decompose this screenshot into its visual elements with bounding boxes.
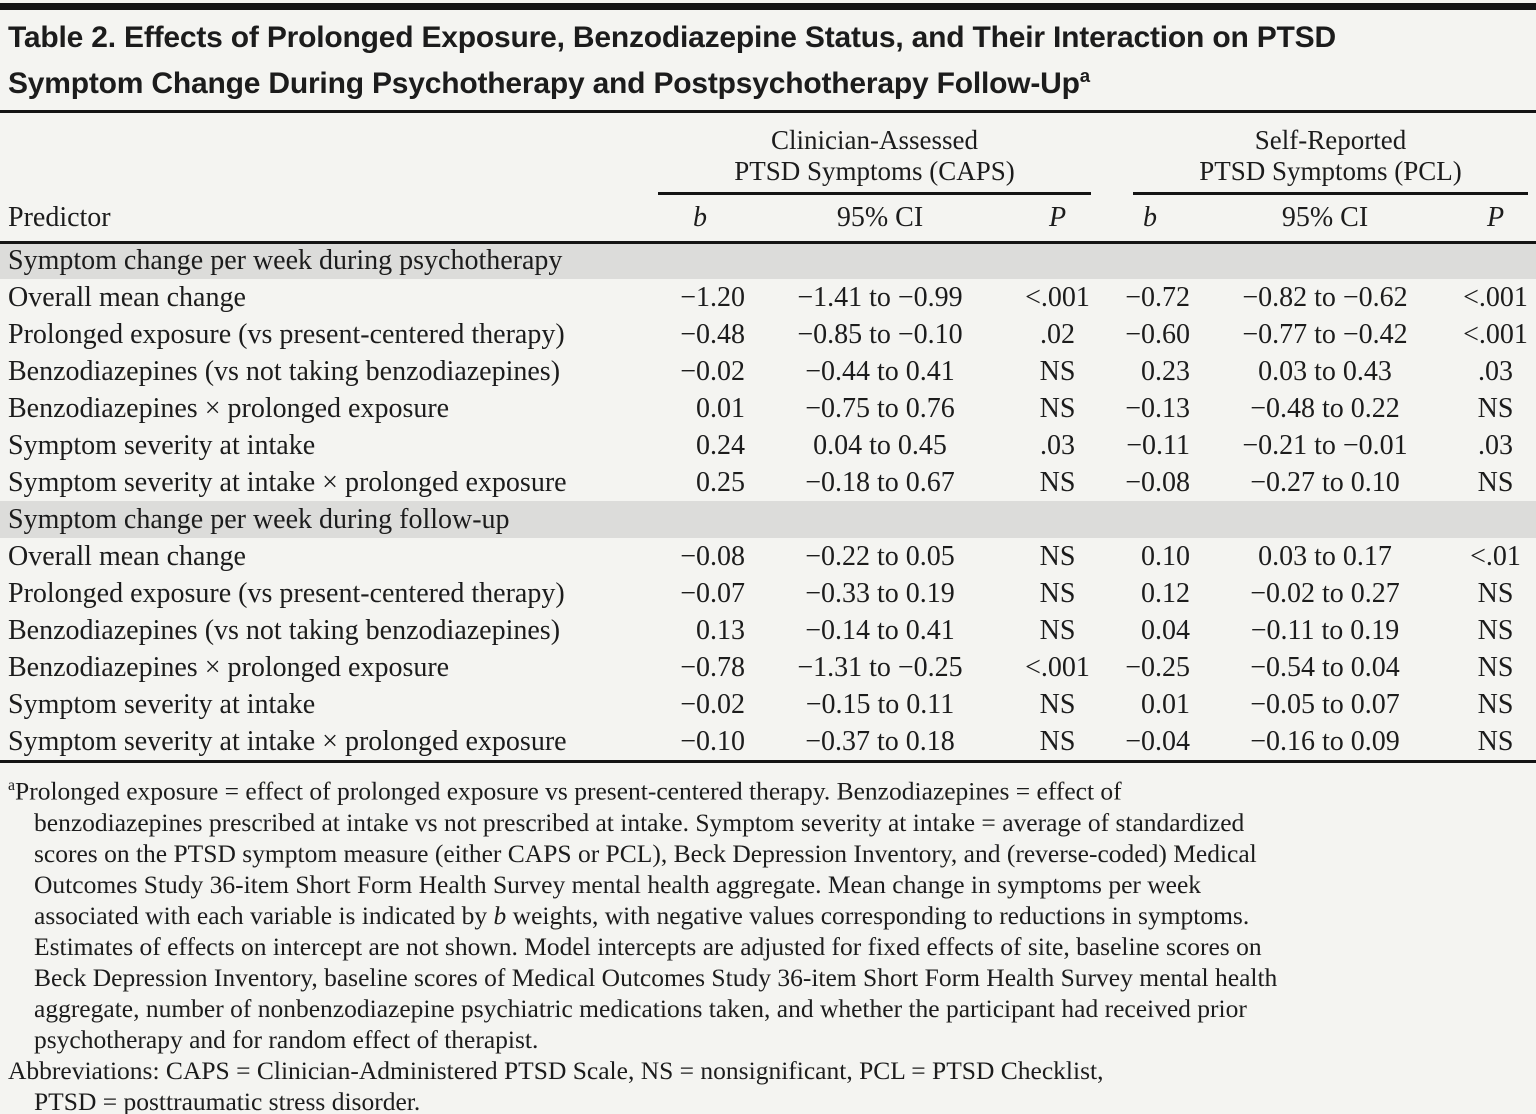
pcl-ci-cell: −0.16 to 0.09 bbox=[1250, 725, 1400, 757]
pcl-b-cell: −0.11 bbox=[1126, 429, 1190, 461]
table-title-line2 bbox=[8, 57, 1528, 103]
footnote-line bbox=[8, 962, 1536, 993]
footnote-line bbox=[8, 900, 1536, 931]
caps-b-cell: −0.07 bbox=[680, 577, 745, 609]
caps-group-line2: PTSD Symptoms (CAPS) bbox=[734, 156, 1015, 186]
predictor-column-header: Predictor bbox=[0, 195, 650, 242]
predictor-cell: Benzodiazepines × prolonged exposure bbox=[8, 392, 450, 424]
spanner-spacer bbox=[0, 113, 650, 195]
caps-ci-cell: −0.85 to −0.10 bbox=[797, 318, 963, 350]
footnote-line bbox=[8, 1086, 1536, 1114]
caps-ci-cell: −0.22 to 0.05 bbox=[805, 540, 955, 572]
caps-ci-cell: −0.33 to 0.19 bbox=[805, 577, 955, 609]
pcl-p-cell: <.001 bbox=[1463, 281, 1528, 313]
pcl-p-cell: NS bbox=[1477, 466, 1514, 498]
table-title-footnote-marker: a bbox=[1079, 65, 1090, 86]
table-row bbox=[0, 575, 1536, 612]
pcl-p-cell: NS bbox=[1477, 725, 1514, 757]
footnote-line bbox=[8, 770, 1536, 807]
caps-b-cell: −0.02 bbox=[680, 355, 745, 387]
caps-b-cell: 0.24 bbox=[696, 429, 745, 461]
pcl-group-line2: PTSD Symptoms (PCL) bbox=[1199, 156, 1462, 186]
table-body bbox=[0, 242, 1536, 760]
caps-b-cell: 0.01 bbox=[696, 392, 745, 424]
caps-ci-column-header: 95% CI bbox=[750, 195, 1010, 242]
predictor-cell: Prolonged exposure (vs present-centered therapy) bbox=[8, 318, 565, 350]
pcl-group-line1: Self-Reported bbox=[1254, 125, 1407, 155]
column-header-row bbox=[0, 195, 1536, 242]
pcl-p-cell: .03 bbox=[1478, 355, 1513, 387]
pcl-p-cell: NS bbox=[1477, 577, 1514, 609]
pcl-ci-cell: −0.77 to −0.42 bbox=[1242, 318, 1408, 350]
caps-p-cell: .03 bbox=[1040, 429, 1075, 461]
section-band bbox=[0, 242, 1536, 279]
footnote-text: Abbreviations: CAPS = Clinician-Administered PTSD Scale, NS = nonsignificant, PCL = PTSD Checklist, bbox=[8, 1055, 1104, 1085]
caps-ci-cell: −0.18 to 0.67 bbox=[805, 466, 955, 498]
caps-ci-cell: −0.75 to 0.76 bbox=[805, 392, 955, 424]
caps-ci-cell: −1.31 to −0.25 bbox=[797, 651, 963, 683]
caps-group-header bbox=[650, 113, 1105, 195]
footnote-text: Beck Depression Inventory, baseline scores of Medical Outcomes Study 36-item Short Form Health Survey mental health bbox=[34, 962, 1278, 992]
table-row bbox=[0, 316, 1536, 353]
caps-group-line1: Clinician-Assessed bbox=[771, 125, 978, 155]
pcl-ci-column-header: 95% CI bbox=[1195, 195, 1455, 242]
footnote-text: aggregate, number of nonbenzodiazepine psychiatric medications taken, and whether the participant had received prior bbox=[34, 993, 1247, 1023]
pcl-b-cell: 0.12 bbox=[1141, 577, 1190, 609]
pcl-ci-cell: 0.03 to 0.17 bbox=[1258, 540, 1392, 572]
table-row bbox=[0, 427, 1536, 464]
pcl-p-cell: .03 bbox=[1478, 429, 1513, 461]
pcl-ci-cell: −0.54 to 0.04 bbox=[1250, 651, 1400, 683]
footnote-marker: a bbox=[8, 777, 16, 794]
table-row bbox=[0, 279, 1536, 316]
footnote-line bbox=[8, 1055, 1536, 1086]
footnote-text: Estimates of effects on intercept are not shown. Model intercepts are adjusted for fixed effects of site, baseline scores on bbox=[34, 931, 1262, 961]
pcl-p-cell: NS bbox=[1477, 651, 1514, 683]
caps-b-cell: −0.10 bbox=[680, 725, 745, 757]
caps-ci-cell: −0.15 to 0.11 bbox=[805, 688, 955, 720]
table-row bbox=[0, 723, 1536, 760]
pcl-b-cell: −0.08 bbox=[1125, 466, 1190, 498]
pcl-ci-cell: 0.03 to 0.43 bbox=[1258, 355, 1392, 387]
column-group-header-row bbox=[0, 113, 1536, 195]
predictor-cell: Overall mean change bbox=[8, 281, 246, 313]
footnote-line bbox=[8, 993, 1536, 1024]
footnote-line bbox=[8, 869, 1536, 900]
caps-ci-cell: −1.41 to −0.99 bbox=[797, 281, 963, 313]
pcl-ci-cell: −0.48 to 0.22 bbox=[1250, 392, 1400, 424]
caps-p-cell: <.001 bbox=[1025, 281, 1090, 313]
table-row bbox=[0, 686, 1536, 723]
pcl-p-cell: NS bbox=[1477, 688, 1514, 720]
caps-p-cell: NS bbox=[1039, 466, 1076, 498]
table-row bbox=[0, 390, 1536, 427]
pcl-b-cell: 0.01 bbox=[1141, 688, 1190, 720]
pcl-b-cell: −0.04 bbox=[1125, 725, 1190, 757]
table-row bbox=[0, 649, 1536, 686]
caps-ci-cell: −0.14 to 0.41 bbox=[805, 614, 955, 646]
pcl-p-column-header: P bbox=[1455, 195, 1536, 242]
predictor-cell: Symptom severity at intake bbox=[8, 688, 316, 720]
pcl-b-cell: 0.10 bbox=[1141, 540, 1190, 572]
footnote-line bbox=[8, 1024, 1536, 1055]
pcl-ci-cell: −0.27 to 0.10 bbox=[1250, 466, 1400, 498]
footnote-line bbox=[8, 838, 1536, 869]
caps-ci-cell: −0.37 to 0.18 bbox=[805, 725, 955, 757]
footnote-line bbox=[8, 807, 1536, 838]
caps-p-cell: NS bbox=[1039, 392, 1076, 424]
section-band-label: Symptom change per week during psychotherapy bbox=[0, 242, 1536, 279]
pcl-ci-cell: −0.82 to −0.62 bbox=[1242, 281, 1408, 313]
table-title-line1: Table 2. Effects of Prolonged Exposure, Benzodiazepine Status, and Their Interaction on PTSD bbox=[8, 21, 1336, 54]
pcl-b-cell: 0.04 bbox=[1141, 614, 1190, 646]
caps-p-column-header: P bbox=[1010, 195, 1105, 242]
pcl-ci-cell: −0.02 to 0.27 bbox=[1250, 577, 1400, 609]
pcl-p-cell: <.001 bbox=[1463, 318, 1528, 350]
pcl-ci-cell: −0.05 to 0.07 bbox=[1250, 688, 1400, 720]
table-row bbox=[0, 464, 1536, 501]
table-row bbox=[0, 612, 1536, 649]
caps-p-cell: NS bbox=[1039, 725, 1076, 757]
footnote-text: Prolonged exposure = effect of prolonged exposure vs present-centered therapy. Benzodiazepines = effect of bbox=[15, 776, 1122, 806]
caps-ci-cell: −0.44 to 0.41 bbox=[805, 355, 955, 387]
section-band bbox=[0, 501, 1536, 538]
caps-p-cell: <.001 bbox=[1025, 651, 1090, 683]
pcl-p-cell: NS bbox=[1477, 392, 1514, 424]
pcl-b-cell: −0.60 bbox=[1125, 318, 1190, 350]
pcl-b-cell: 0.23 bbox=[1141, 355, 1190, 387]
results-table bbox=[0, 113, 1536, 760]
predictor-cell: Overall mean change bbox=[8, 540, 246, 572]
table-title-line2-text: Symptom Change During Psychotherapy and Postpsychotherapy Follow-Up bbox=[8, 67, 1080, 100]
top-rule bbox=[0, 3, 1536, 10]
pcl-ci-cell: −0.11 to 0.19 bbox=[1250, 614, 1400, 646]
pcl-group-header bbox=[1105, 113, 1536, 195]
caps-p-cell: NS bbox=[1039, 577, 1076, 609]
caps-p-cell: .02 bbox=[1040, 318, 1075, 350]
caps-b-column-header: b bbox=[650, 195, 750, 242]
predictor-cell: Benzodiazepines (vs not taking benzodiazepines) bbox=[8, 355, 561, 387]
caps-p-cell: NS bbox=[1039, 355, 1076, 387]
caps-b-cell: −1.20 bbox=[680, 281, 745, 313]
predictor-cell: Benzodiazepines (vs not taking benzodiazepines) bbox=[8, 614, 561, 646]
pcl-p-cell: <.01 bbox=[1470, 540, 1521, 572]
footnotes bbox=[0, 760, 1536, 1114]
caps-b-cell: −0.78 bbox=[680, 651, 745, 683]
pcl-ci-cell: −0.21 to −0.01 bbox=[1242, 429, 1408, 461]
caps-b-cell: −0.08 bbox=[680, 540, 745, 572]
footnote-text: PTSD = posttraumatic stress disorder. bbox=[34, 1086, 421, 1114]
footnote-text: b bbox=[493, 900, 507, 930]
caps-p-cell: NS bbox=[1039, 688, 1076, 720]
footnote-text: scores on the PTSD symptom measure (either CAPS or PCL), Beck Depression Inventory, and (reverse-coded) Medical bbox=[34, 838, 1257, 868]
footnote-text: psychotherapy and for random effect of therapist. bbox=[34, 1024, 539, 1054]
predictor-cell: Benzodiazepines × prolonged exposure bbox=[8, 651, 450, 683]
table-title bbox=[0, 10, 1536, 113]
caps-p-cell: NS bbox=[1039, 540, 1076, 572]
pcl-b-cell: −0.13 bbox=[1125, 392, 1190, 424]
footnote-line bbox=[8, 931, 1536, 962]
caps-ci-cell: 0.04 to 0.45 bbox=[813, 429, 947, 461]
table-row bbox=[0, 538, 1536, 575]
pcl-p-cell: NS bbox=[1477, 614, 1514, 646]
pcl-b-cell: −0.72 bbox=[1125, 281, 1190, 313]
caps-b-cell: −0.02 bbox=[680, 688, 745, 720]
footnote-text: benzodiazepines prescribed at intake vs not prescribed at intake. Symptom severity at intake = average of standardized bbox=[34, 807, 1245, 837]
section-band-label: Symptom change per week during follow-up bbox=[0, 501, 1536, 538]
predictor-cell: Symptom severity at intake × prolonged exposure bbox=[8, 466, 567, 498]
caps-p-cell: NS bbox=[1039, 614, 1076, 646]
caps-b-cell: −0.48 bbox=[680, 318, 745, 350]
predictor-cell: Symptom severity at intake × prolonged exposure bbox=[8, 725, 567, 757]
predictor-cell: Symptom severity at intake bbox=[8, 429, 316, 461]
pcl-b-cell: −0.25 bbox=[1125, 651, 1190, 683]
footnote-text: Outcomes Study 36-item Short Form Health Survey mental health aggregate. Mean change in symptoms per week bbox=[34, 869, 1202, 899]
caps-b-cell: 0.13 bbox=[696, 614, 745, 646]
table-row bbox=[0, 353, 1536, 390]
footnote-text: weights, with negative values corresponding to reductions in symptoms. bbox=[506, 900, 1250, 930]
predictor-cell: Prolonged exposure (vs present-centered therapy) bbox=[8, 577, 565, 609]
footnote-text: associated with each variable is indicated by bbox=[34, 900, 494, 930]
pcl-b-column-header: b bbox=[1105, 195, 1195, 242]
caps-b-cell: 0.25 bbox=[696, 466, 745, 498]
